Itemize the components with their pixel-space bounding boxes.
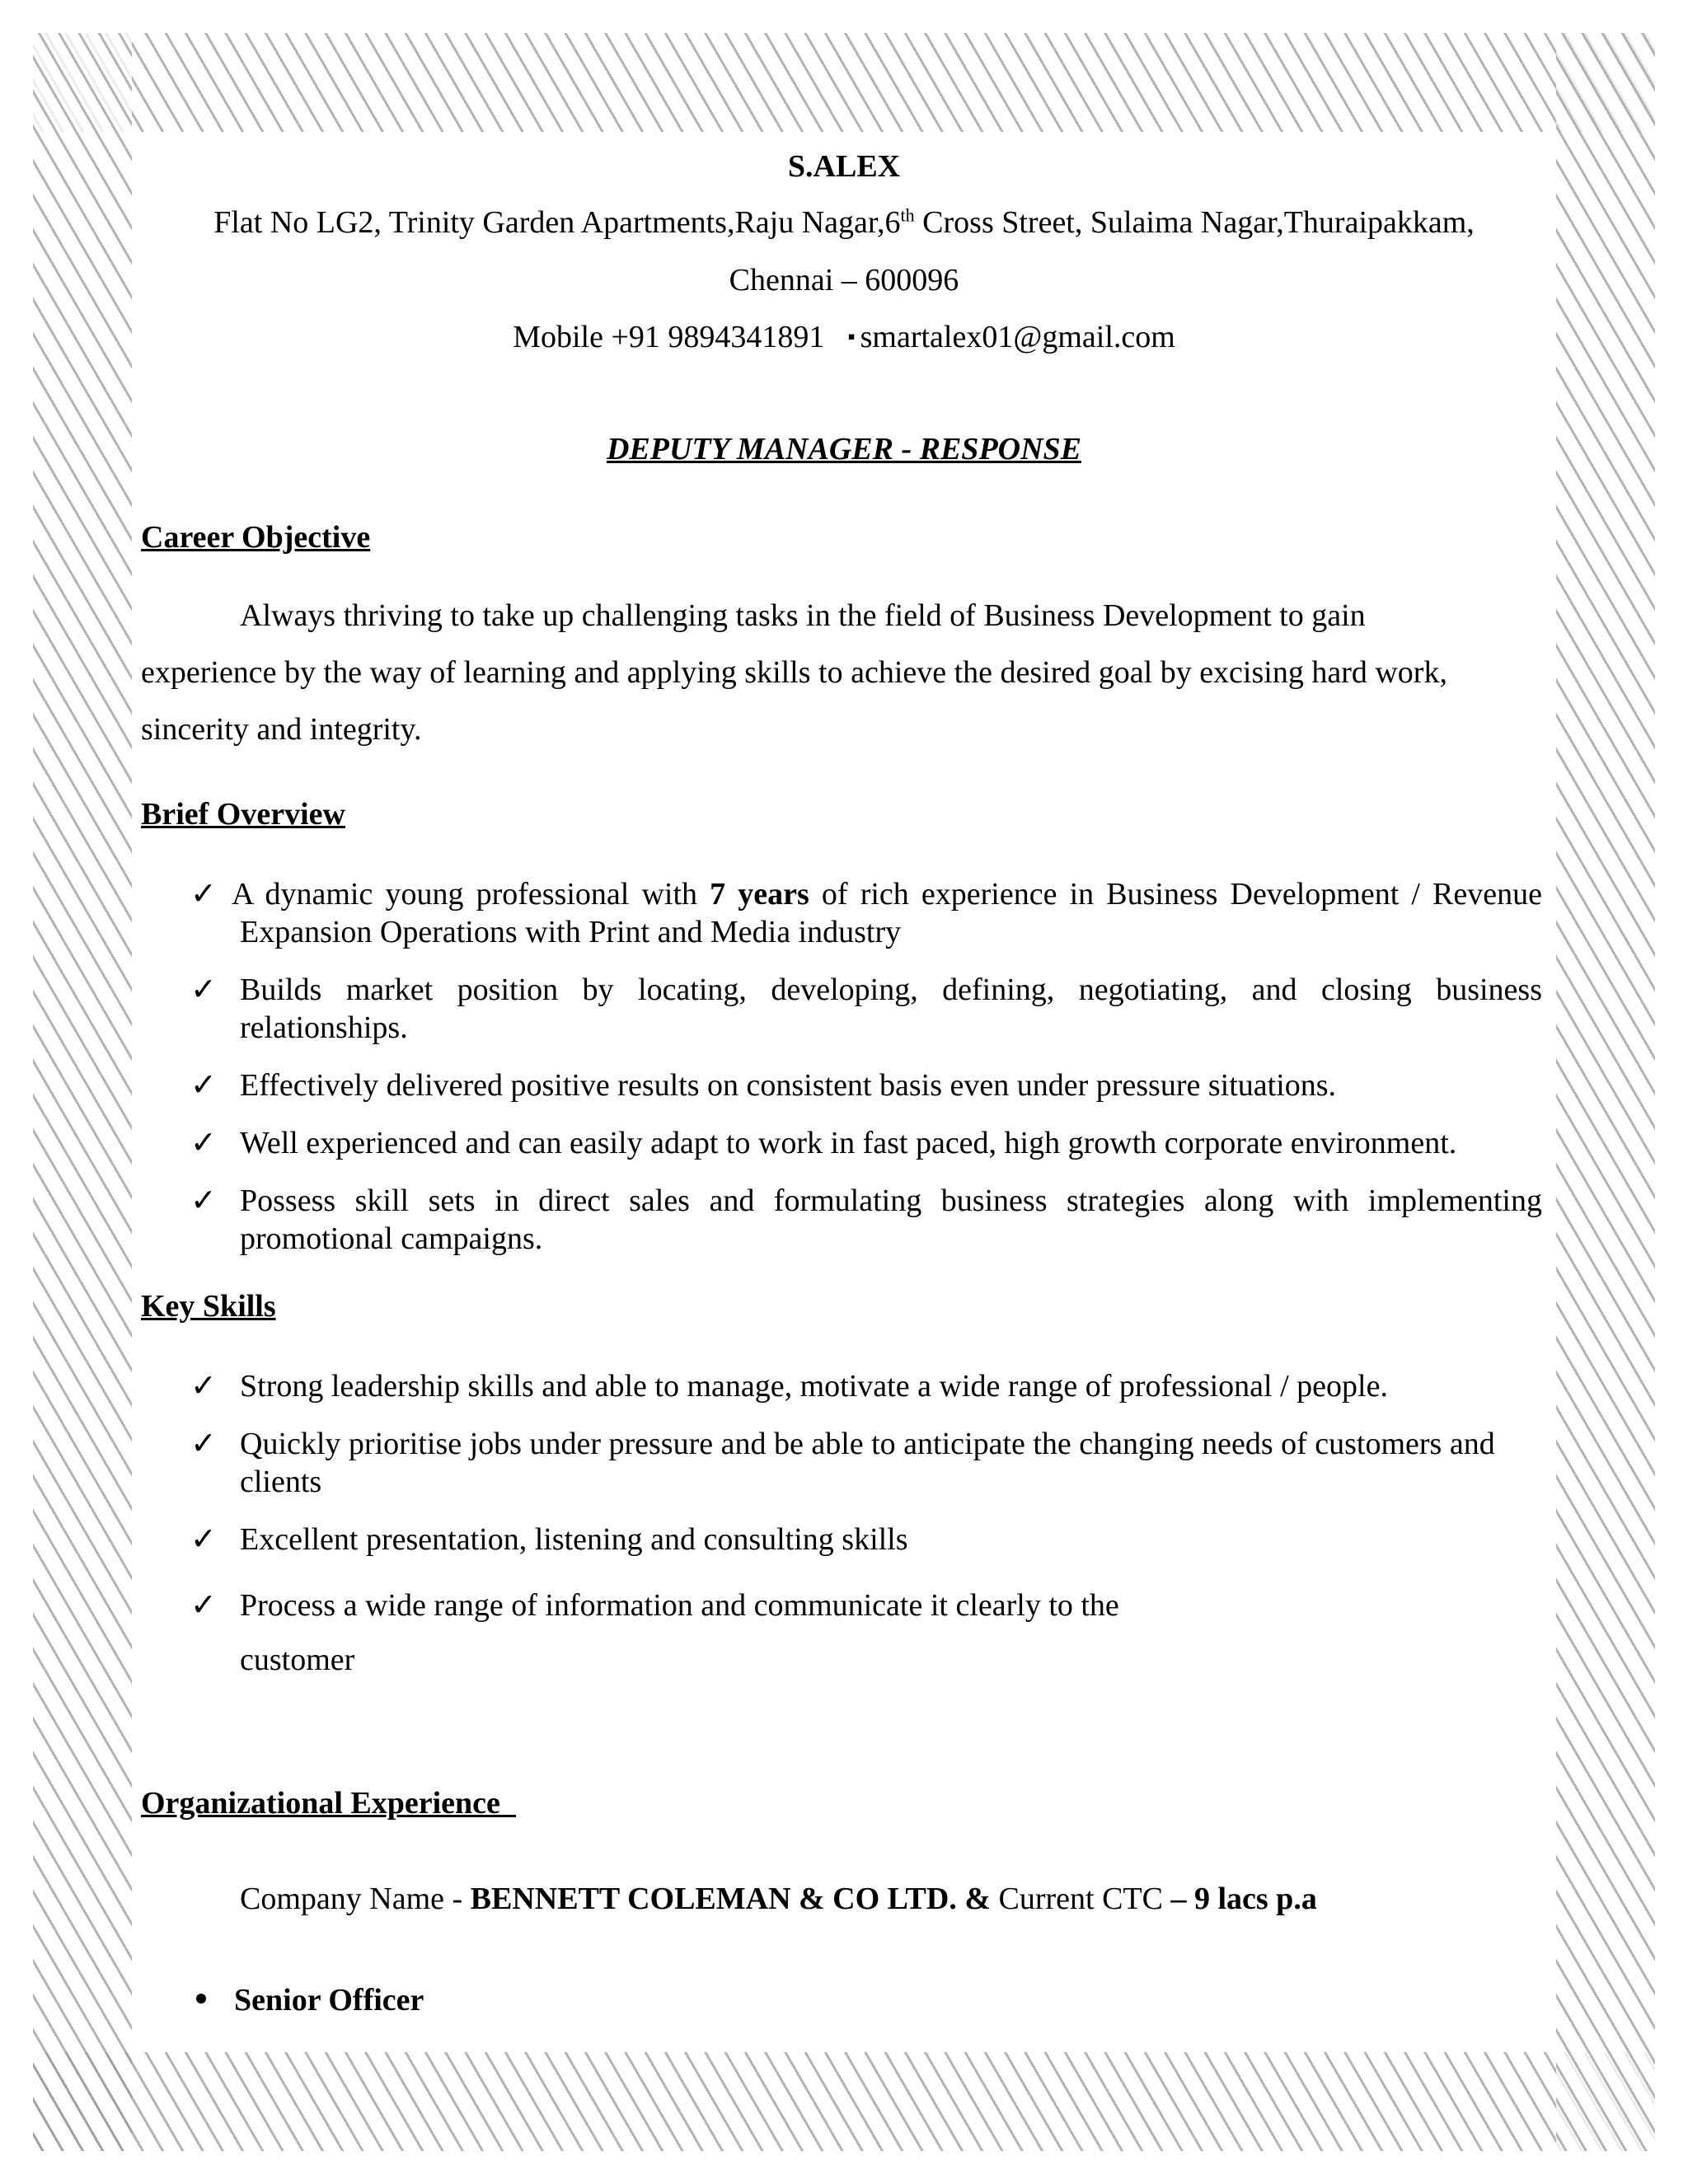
brief-overview-heading: Brief Overview <box>141 797 345 832</box>
list-item: ✓ Builds market position by locating, developing, defining, negotiating, and closing business relationships. <box>190 972 1542 1045</box>
key-skills-heading: Key Skills <box>141 1289 276 1324</box>
check-icon: ✓ <box>190 972 217 1007</box>
list-item: ✓ Process a wide range of information and communicate it clearly to the customer <box>190 1578 1542 1687</box>
check-icon: ✓ <box>190 1068 217 1103</box>
check-icon: ✓ <box>190 1126 217 1160</box>
list-item: ✓ Effectively delivered positive results on consistent basis even under pressure situations. <box>190 1068 1337 1103</box>
career-objective-heading: Career Objective <box>141 520 371 555</box>
check-icon: ✓ <box>190 1183 217 1218</box>
check-icon: ✓ <box>190 1427 217 1461</box>
ordinal-suffix: th <box>900 204 915 226</box>
list-item: ✓ Excellent presentation, listening and consulting skills <box>190 1522 908 1557</box>
list-item: ✓ A dynamic young professional with 7 years of rich experience in Business Development / Revenue Expansion Operations with Print and Media industry <box>190 877 1543 949</box>
page-border-top <box>33 33 1655 132</box>
list-item: ✓ Possess skill sets in direct sales and formulating business strategies along with implementing promotional campaigns. <box>190 1183 1542 1256</box>
check-icon: ✓ <box>190 1522 217 1557</box>
list-item: ✓ Strong leadership skills and able to manage, motivate a wide range of professional / people. <box>190 1369 1388 1404</box>
check-icon: ✓ <box>190 877 217 912</box>
bullet-dot-icon <box>196 1994 206 2004</box>
address-line-1: Flat No LG2, Trinity Garden Apartments,Raju Nagar,6th Cross Street, Sulaima Nagar,Thuraipakkam, <box>213 204 1475 240</box>
position-title: Senior Officer <box>234 1983 424 2018</box>
current-ctc: – 9 lacs p.a <box>1170 1882 1317 1916</box>
company-line: Company Name - BENNETT COLEMAN & CO LTD. & Current CTC – 9 lacs p.a <box>240 1882 1317 1916</box>
list-item: ✓ Well experienced and can easily adapt to work in fast paced, high growth corporate environment. <box>190 1126 1457 1160</box>
address-line-2: Chennai – 600096 <box>729 263 959 298</box>
career-objective-text: Always thriving to take up challenging tasks in the field of Business Development to gain experience by the way of learning and applying skills to achieve the desired goal by excising hard work, sincerity and integrity. <box>141 598 1447 747</box>
contact-line <box>0 319 1688 355</box>
candidate-name: S.ALEX <box>787 149 901 184</box>
page-border-bottom <box>33 2052 1655 2151</box>
role-title: DEPUTY MANAGER - RESPONSE <box>606 432 1082 466</box>
company-name: BENNETT COLEMAN & CO LTD. & <box>470 1882 991 1916</box>
check-icon: ✓ <box>190 1369 217 1404</box>
mobile-number: Mobile +91 9894341891 <box>513 320 825 354</box>
check-icon: ✓ <box>190 1588 217 1623</box>
email-address: smartalex01@gmail.com <box>860 320 1175 354</box>
square-bullet-icon: ▪ <box>847 325 856 349</box>
list-item: ✓ Quickly prioritise jobs under pressure and be able to anticipate the changing needs of customers and clients <box>190 1427 1495 1499</box>
position-item <box>196 1982 424 2018</box>
organizational-experience-heading: Organizational Experience <box>141 1786 516 1821</box>
